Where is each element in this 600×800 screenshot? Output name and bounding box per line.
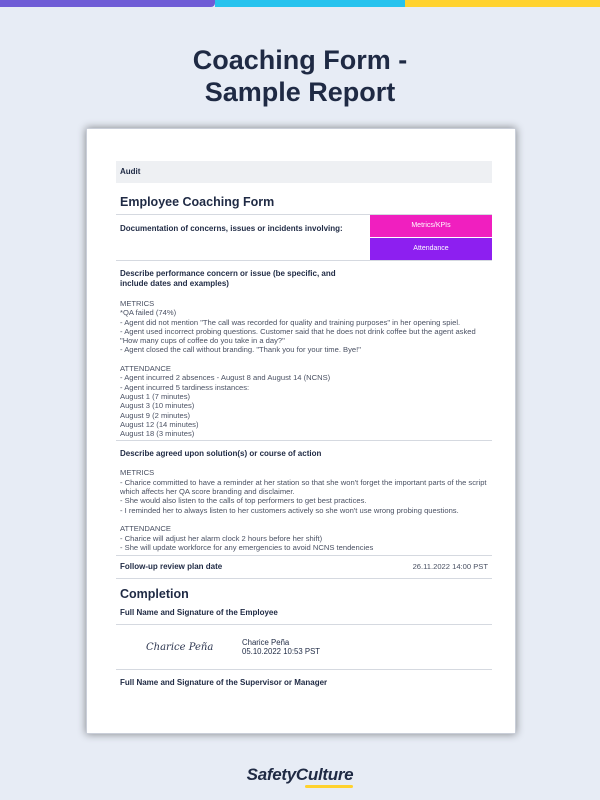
solution-text: METRICS - Charice committed to have a reminder at her station so that she won't forget the important parts of the script which affects her QA score branding and disclaimer. - She would also listen to the calls of top performers to get best practices. - I reminded her to always listen to her customers actively so she won't use wrong probing questions. ATTENDANCE - Charice will adjust her alarm clock 2 hours before her shift) - She will update workforce for any emergencies to avoid NCNS tendencies [120,468,487,552]
employee-signature-row [116,625,492,669]
concern-text: METRICS *QA failed (74%) - Agent did not mention "The call was recorded for quality and training purposes" in her opening spiel. - Agent used incorrect probing questions. Customer said that he does not drink coffee but the agent asked "How many cups of coffee do you take in a day?" - Agent closed the call without branding. "Thank you for your time. Bye!" ATTENDANCE - Agent incurred 2 absences - August 8 and August 14 (NCNS) - Agent incurred 5 tardiness instances: August 1 (7 minutes) August 3 (10 minutes) August 9 (2 minutes) August 12 (14 minutes) August 18 (3 minutes) [120,299,476,439]
report-content [116,161,492,688]
employee-signature-info [242,638,320,657]
page-title-line2: Sample Report [204,77,396,107]
page-title [0,44,600,108]
section-header-audit: Audit [116,161,492,183]
employee-signature: Charice Peña [146,641,214,653]
accent-bar-purple [0,0,215,7]
employee-name: Charice Peña [242,637,290,647]
brand-logo-underline [305,785,354,788]
documentation-row [116,214,492,261]
accent-bar-cyan [215,0,405,7]
brand-logo-text: SafetyCulture [246,765,354,784]
solution-label: Describe agreed upon solution(s) or course of action [120,449,322,459]
tag-attendance: Attendance [370,237,492,260]
page-title-line1: Coaching Form - [192,45,408,75]
employee-signature-label: Full Name and Signature of the Employee [120,608,278,618]
followup-row [116,556,492,578]
brand-logo [0,765,600,785]
followup-label: Follow-up review plan date [120,562,223,572]
followup-value: 26.11.2022 14:00 PST [412,562,488,572]
tag-metrics-kpis: Metrics/KPIs [370,215,492,237]
accent-bar-yellow [405,0,600,7]
concern-label: Describe performance concern or issue (be specific, and include dates and examples) [120,269,336,288]
completion-title: Completion [120,587,189,602]
report-document [86,128,516,734]
employee-signed-at: 05.10.2022 10:53 PST [242,647,321,657]
top-accent-bar [0,0,600,7]
form-title: Employee Coaching Form [120,195,275,209]
documentation-tags [370,215,492,260]
divider [116,578,492,579]
supervisor-signature-label: Full Name and Signature of the Supervisor or Manager [120,678,328,688]
documentation-label: Documentation of concerns, issues or incidents involving: [120,224,343,233]
